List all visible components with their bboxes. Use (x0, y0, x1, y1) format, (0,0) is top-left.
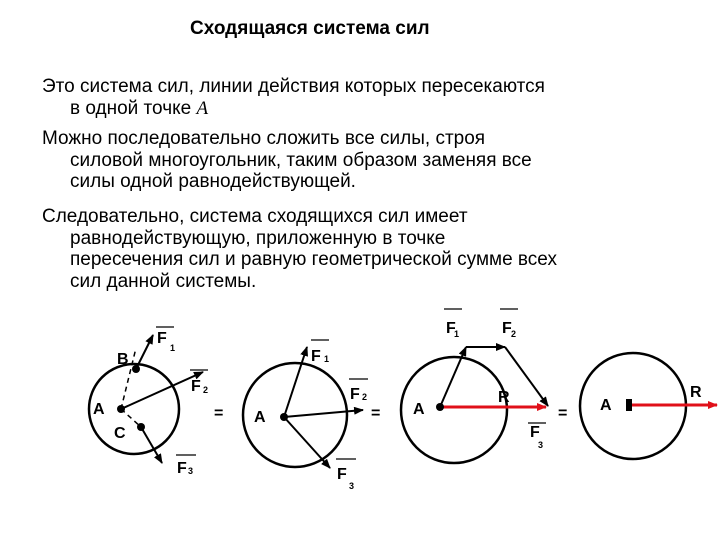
label-f2-sub: 2 (511, 329, 517, 339)
paragraph-line: пересечения сил и равную геометрической сумме всех (70, 249, 557, 270)
label-a: A (93, 401, 105, 418)
label-r: R (498, 389, 510, 406)
label-c: C (114, 425, 126, 442)
label-f3: F (177, 460, 187, 477)
force-vector-f1 (284, 347, 307, 417)
label-a: A (413, 401, 425, 418)
label-f2-sub: 2 (362, 392, 368, 402)
label-f1-sub: 1 (454, 329, 460, 339)
paragraph-line: сил данной системы. (70, 270, 257, 292)
point-b-dot (132, 365, 140, 373)
force-vector-f1 (136, 335, 153, 369)
paragraph-line: силовой многоугольник, таким образом заменяя все (70, 149, 532, 171)
point-a-dot (280, 413, 288, 421)
force-vector-f3 (141, 427, 162, 463)
label-f1-sub: 1 (324, 354, 330, 364)
label-f3: F (337, 466, 347, 483)
figure-concurrent-forces (243, 340, 368, 491)
label-b: B (117, 351, 129, 368)
label-f3: F (530, 424, 540, 441)
point-a-dot (436, 403, 444, 411)
equals-sign: = (371, 405, 381, 422)
label-f1: F (311, 348, 321, 365)
point-a-dot (117, 405, 125, 413)
point-c-dot (137, 423, 145, 431)
force-vector-f2 (284, 410, 363, 417)
equals-sign: = (214, 405, 224, 422)
label-f3-sub: 3 (349, 481, 355, 491)
label-a: A (600, 397, 612, 414)
figure-resultant (580, 353, 717, 459)
label-f1-sub: 1 (170, 343, 176, 353)
paragraph-line: равнодействующую, приложенную в точке (70, 227, 446, 249)
paragraph-line: силы одной равнодействующей. (70, 171, 356, 192)
label-a: A (254, 409, 266, 426)
label-f2-sub: 2 (203, 385, 209, 395)
label-f3-sub: 3 (538, 440, 544, 450)
force-vector-f3 (284, 417, 330, 468)
label-f3-sub: 3 (188, 466, 194, 476)
label-f2: F (191, 378, 201, 395)
paragraph-line: Можно последовательно сложить все силы, строя (42, 128, 486, 149)
paragraph-line: в одной точке (70, 97, 197, 119)
figure-forces-on-body (89, 327, 208, 477)
label-f2: F (350, 386, 360, 403)
label-f2: F (502, 320, 512, 337)
paragraph-line: Это система сил, линии действия которых пересекаются (42, 76, 545, 97)
label-f1: F (446, 320, 456, 337)
point-a-marker (626, 399, 632, 411)
page-title: Сходящаяся система сил (190, 18, 430, 39)
label-f1: F (157, 330, 167, 347)
paragraph-line: Следовательно, система сходящихся сил имеет (42, 206, 468, 227)
equals-sign: = (558, 405, 568, 422)
point-label: A (196, 97, 209, 119)
force-vector-f3 (505, 347, 548, 406)
figure-force-polygon (401, 309, 548, 463)
label-r: R (690, 384, 702, 401)
